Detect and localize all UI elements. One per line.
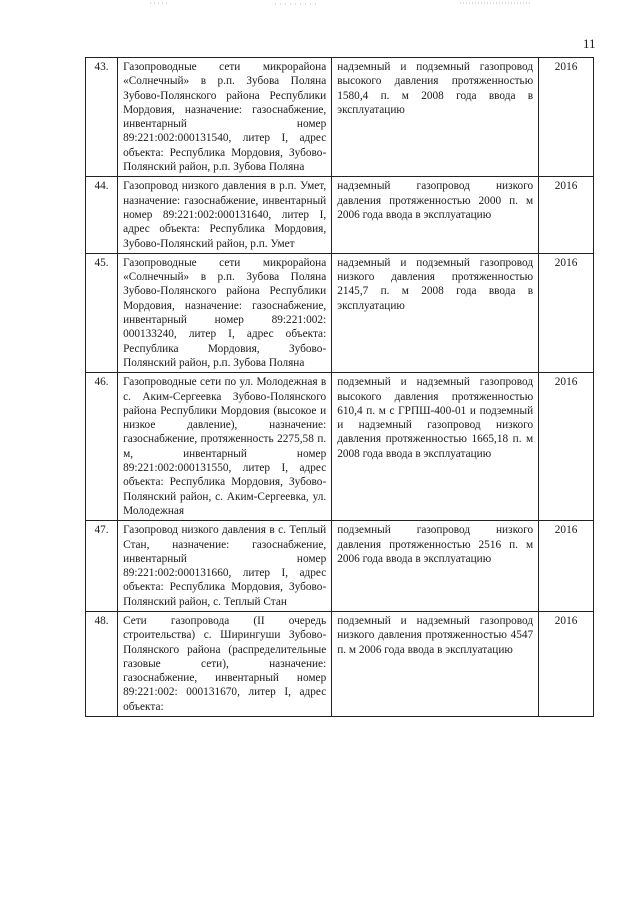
row-number: 43. xyxy=(86,58,118,177)
object-details: подземный газопровод низкого давления протяженностью 2516 п. м 2006 года ввода в эксплуатацию xyxy=(332,521,539,612)
object-description: Газопроводные сети микрорайона «Солнечный» в р.п. Зубова Поляна Зубово-Полянского района Республики Мордовия, назначение: газоснабжение, инвентарный номер 89:221:002: 000133240, литер I, адрес объекта: Республика Мордовия, Зубово-Полянский район, р.п. Зубова Поляна xyxy=(118,253,332,372)
object-details: подземный и надземный газопровод высокого давления протяженностью 610,4 п. м с ГРПШ-400-01 и подземный и надземный газопровод низкого давления протяженностью 1665,18 п. м 2008 года ввода в эксплуатацию xyxy=(332,373,539,521)
object-details: надземный и подземный газопровод высокого давления протяженностью 1580,4 п. м 2008 года ввода в эксплуатацию xyxy=(332,58,539,177)
object-description: Газопровод низкого давления в с. Теплый Стан, назначение: газоснабжение, инвентарный номер 89:221:002:000131660, литер I, адрес объекта: Республика Мордовия, Зубово-Полянский район, с. Теплый Стан xyxy=(118,521,332,612)
row-number: 44. xyxy=(86,177,118,253)
object-description: Газопроводные сети по ул. Молодежная в с. Аким-Сергеевка Зубово-Полянского района Республики Мордовия (высокое и низкое давление), назначение: газоснабжение, протяженность 2275,58 п. м, инвентарный номер 89:221:002:000131550, литер I, адрес объекта: Республика Мордовия, Зубово-Полянский район, с. Аким-Сергеевка, ул. Молодежная xyxy=(118,373,332,521)
table-body xyxy=(86,58,594,717)
row-number: 46. xyxy=(86,373,118,521)
table-row xyxy=(86,177,594,253)
table-row xyxy=(86,611,594,716)
year-cell: 2016 xyxy=(539,177,594,253)
property-register-table xyxy=(85,57,594,717)
row-number: 47. xyxy=(86,521,118,612)
table-row xyxy=(86,253,594,372)
year-cell: 2016 xyxy=(539,521,594,612)
table-row xyxy=(86,373,594,521)
row-number: 45. xyxy=(86,253,118,372)
year-cell: 2016 xyxy=(539,58,594,177)
year-cell: 2016 xyxy=(539,373,594,521)
table-row xyxy=(86,58,594,177)
page-number: 11 xyxy=(583,36,596,51)
object-description: Газопровод низкого давления в р.п. Умет, назначение: газоснабжение, инвентарный номер 89:221:002:000131640, литер I, адрес объекта: Республика Мордовия, Зубово-Полянский район, р.п. Умет xyxy=(118,177,332,253)
object-details: подземный и надземный газопровод низкого давления протяженностью 4547 п. м 2006 года ввода в эксплуатацию xyxy=(332,611,539,716)
row-number: 48. xyxy=(86,611,118,716)
year-cell: 2016 xyxy=(539,611,594,716)
table-row xyxy=(86,521,594,612)
object-details: надземный и подземный газопровод низкого давления протяженностью 2145,7 п. м 2008 года ввода в эксплуатацию xyxy=(332,253,539,372)
year-cell: 2016 xyxy=(539,253,594,372)
object-description: Газопроводные сети микрорайона «Солнечный» в р.п. Зубова Поляна Зубово-Полянского района Республики Мордовия, назначение: газоснабжение, инвентарный номер 89:221:002:000131540, литер I, адрес объекта: Республика Мордовия, Зубово-Полянский район, р.п. Зубова Поляна xyxy=(118,58,332,177)
object-description: Сети газопровода (II очередь строительства) с. Ширингуши Зубово-Полянского района (распределительные газовые сети), назначение: газоснабжение, инвентарный номер 89:221:002: 000131670, литер I, адрес объекта: xyxy=(118,611,332,716)
object-details: надземный газопровод низкого давления протяженностью 2000 п. м 2006 года ввода в эксплуатацию xyxy=(332,177,539,253)
scan-artifact-marks xyxy=(0,0,640,8)
